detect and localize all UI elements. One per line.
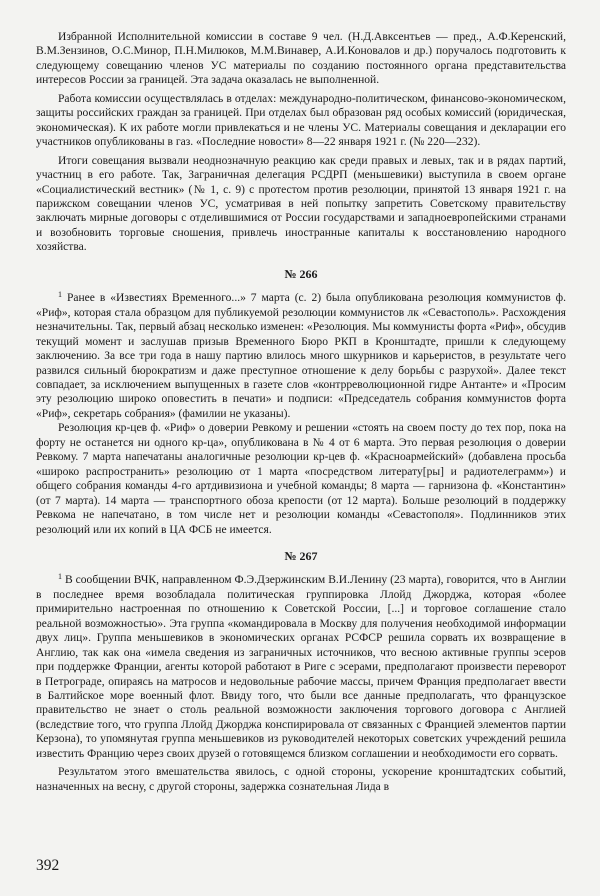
section-267-paragraph-2: Результатом этого вмешательства явилось, с одной стороны, ускорение кронштадтских событий, назначенных на весну, с другой стороны, задержка сознательная Лида в [36,766,566,793]
section-266-paragraph-1 [36,291,566,421]
intro-paragraph-1: Избранной Исполнительной комиссии в составе 9 чел. (Н.Д.Авксентьев — пред., А.Ф.Керенский, В.М.Зензинов, О.С.Минор, П.Н.Милюков, М.М.Винавер, А.И.Коновалов и др.) поручалось подготовить к следующему совещанию членов УС материалы по созданию постоянного органа представительства интересов России за границей. Эта задача оказалась не выполненной. [36,31,566,87]
section-266-paragraph-2: Резолюция кр-цев ф. «Риф» о доверии Ревкому и решении «стоять на своем посту до тех пор, пока на форту не останется ни одного кр-ца», опубликована в № 4 от 6 марта. Это первая резолюция о доверии Ревкому. 7 марта напечатаны аналогичные резолюции кр-цев ф. «Красноармейский» (добавлена просьба «широко распространить» резолюцию от 1 марта «посредством литерату[ры] и радиотелеграмм») и общего собрания команды 4-го артдивизиона и учебной команды; 8 марта — гарнизона ф. «Константин» (от 7 марта). 14 марта — транспортного обоза крепости (от 12 марта). Больше резолюций в поддержку Ревкома не напечатано, в том числе нет и резолюции команды «Севастополя». Подлинников этих резолюций или их копий в ЦА ФСБ не имеется. [36,422,566,536]
section-266-paragraph-1-text: Ранее в «Известиях Временного...» 7 марта (с. 2) была опубликована резолюция коммунистов ф. «Риф», которая стала образцом для публикуемой резолюции коммунистов лк «Севастополь». Расхождения незначительны. Так, первый абзац несколько изменен: «Резолюция. Мы коммунисты форта «Риф», обсудив текущий момент и заслушав призыв Временного Бюро РКП в Кронштадте, пришли к следующему заключению. За все три года в нашу партию влилось много шкурников и карьеристов, в результате чего развился сильный бюрократизм и даже преступное отношение к делу борьбы с разрухой». Далее текст совпадает, за исключением выпущенных в газете слов «контрреволюционной гидре Антанте» и «Просим эту резолюцию широко оповестить в печати» и подписи: «Председатель собрания коммунистов форта «Риф», секретарь собрания» (фамилии не указаны). [36,292,566,420]
section-266-heading: № 266 [284,266,318,281]
intro-paragraph-3: Итоги совещания вызвали неоднозначную реакцию как среди правых и левых, так и в рядах партий, участниц в его работе. Так, Заграничная делегация РСДРП (меньшевики) выступила в своем органе «Социалистический вестник» (№ 1, с. 9) с протестом против резолюции, принятой 13 января 1921 г. на парижском совещании членов УС, усматривая в ней попытку запретить Советскому правительству заключать мирные договоры с отделившимися от России государствами и западноевропейскими странами и возобновить торговые сношения, привлечь иностранные капиталы к восстановлению народного хозяйства. [36,154,566,254]
page-number: 392 [36,857,60,874]
section-267-paragraph-1 [36,573,566,761]
intro-paragraph-2: Работа комиссии осуществлялась в отделах: международно-политическом, финансово-экономическом, защиты российских граждан за границей. При отделах был образован ряд особых комиссий (юридическая, экономическая). К их работе могли привлекаться и не члены УС. Материалы совещания и декларации его участников опубликованы в газ. «Последние новости» 8—22 января 1921 г. (№ 220—232). [36,92,566,149]
section-267-paragraph-1-text: В сообщении ВЧК, направленном Ф.Э.Дзержинским В.И.Ленину (23 марта), говорится, что в Англии в последнее время возобладала политическая группировка Ллойд Джорджа, которая «более примирительно настроенная по отношению к Советской России, [...] и торговое соглашение стало реальной возможностью». Эта группа «командировала в Москву для получения необходимой информации двух лиц». Группа меньшевиков в экономических органах РСФСР решила сорвать их возвращение в Англию, так как она «имела сведения из заграничных источников, что весною активные группы эсеров при поддержке Франции, агенты которой работают в Риге с эсерами, предполагают произвести переворот в Петрограде, опираясь на матросов и недовольные рабочие массы, причем Франция предполагает ввести в Балтийское море военный флот. Ввиду того, что были все данные предполагать, что французское правительство не знает о столь реальной возможности заключения торгового договора с Англией (вследствие того, что группа Ллойд Джорджа конспирировала от связанных с Францией элементов партии Керзона), то упомянутая группа меньшевиков из руководителей некоторых советских учреждений решила известить Францию через своих друзей о готовящемся близком соглашении и необходимости его сорвать. [36,574,567,760]
footnote-marker: 1 [58,290,62,300]
section-267-heading: № 267 [284,548,318,563]
footnote-marker: 1 [58,572,62,582]
